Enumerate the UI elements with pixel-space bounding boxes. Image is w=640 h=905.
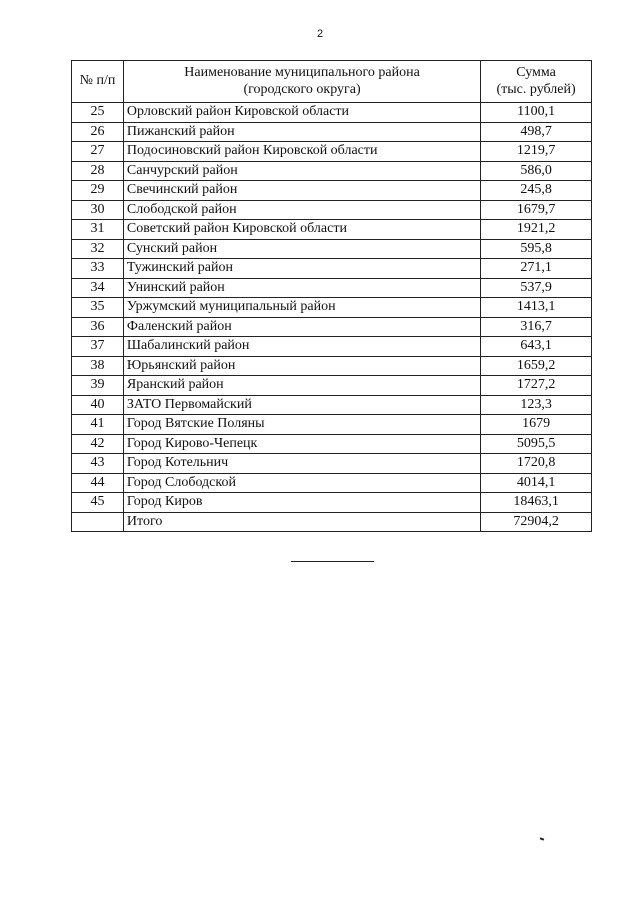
- row-name: Подосиновский район Кировской области: [123, 142, 480, 162]
- table-row: [72, 142, 592, 162]
- header-sum-line2: (тыс. рублей): [496, 81, 576, 97]
- table-row: [72, 473, 592, 493]
- table-row: [72, 200, 592, 220]
- row-name: Город Кирово-Чепецк: [123, 434, 480, 454]
- table-row: [72, 259, 592, 279]
- row-sum: 5095,5: [481, 434, 592, 454]
- row-sum: 586,0: [481, 161, 592, 181]
- row-num: 28: [72, 161, 124, 181]
- header-name: [123, 61, 480, 103]
- table-row: [72, 181, 592, 201]
- row-name: Город Вятские Поляны: [123, 415, 480, 435]
- row-num: 39: [72, 376, 124, 396]
- row-sum: 245,8: [481, 181, 592, 201]
- row-sum: 1679,7: [481, 200, 592, 220]
- row-name: Слободской район: [123, 200, 480, 220]
- row-name: Унинский район: [123, 278, 480, 298]
- row-num: 31: [72, 220, 124, 240]
- row-num: 44: [72, 473, 124, 493]
- table-row: [72, 337, 592, 357]
- row-name: Юрьянский район: [123, 356, 480, 376]
- table-row: [72, 395, 592, 415]
- row-num: 29: [72, 181, 124, 201]
- row-num: 34: [72, 278, 124, 298]
- row-sum: 1659,2: [481, 356, 592, 376]
- row-name: Город Котельнич: [123, 454, 480, 474]
- table-row: [72, 122, 592, 142]
- row-sum: 1720,8: [481, 454, 592, 474]
- header-sum-line1: Сумма: [516, 64, 556, 80]
- row-num: 40: [72, 395, 124, 415]
- row-name: Сунский район: [123, 239, 480, 259]
- row-num: 35: [72, 298, 124, 318]
- row-num: 43: [72, 454, 124, 474]
- row-name: Пижанский район: [123, 122, 480, 142]
- row-num: 45: [72, 493, 124, 513]
- row-name: Город Киров: [123, 493, 480, 513]
- table-row: [72, 317, 592, 337]
- table-row: [72, 454, 592, 474]
- table-body: [72, 103, 592, 513]
- allocation-table: [71, 60, 592, 532]
- table-row: [72, 298, 592, 318]
- table-row: [72, 103, 592, 123]
- row-name: Свечинский район: [123, 181, 480, 201]
- row-sum: 1679: [481, 415, 592, 435]
- row-num: 37: [72, 337, 124, 357]
- row-num: 26: [72, 122, 124, 142]
- table-row: [72, 356, 592, 376]
- total-num: [72, 512, 124, 532]
- table-header-row: [72, 61, 592, 103]
- table-row: [72, 434, 592, 454]
- header-sum: [481, 61, 592, 103]
- header-name-line2: (городского округа): [243, 81, 361, 97]
- row-sum: 316,7: [481, 317, 592, 337]
- row-name: Город Слободской: [123, 473, 480, 493]
- row-sum: 1100,1: [481, 103, 592, 123]
- table-row: [72, 493, 592, 513]
- row-sum: 498,7: [481, 122, 592, 142]
- row-num: 27: [72, 142, 124, 162]
- row-num: 36: [72, 317, 124, 337]
- table-row: [72, 278, 592, 298]
- row-name: Фаленский район: [123, 317, 480, 337]
- row-name: Санчурский район: [123, 161, 480, 181]
- row-sum: 1727,2: [481, 376, 592, 396]
- row-sum: 1413,1: [481, 298, 592, 318]
- page-number: 2: [316, 28, 324, 40]
- row-num: 25: [72, 103, 124, 123]
- row-num: 38: [72, 356, 124, 376]
- row-sum: 18463,1: [481, 493, 592, 513]
- row-num: 30: [72, 200, 124, 220]
- table-total-row: [72, 512, 592, 532]
- row-num: 32: [72, 239, 124, 259]
- row-sum: 537,9: [481, 278, 592, 298]
- row-sum: 4014,1: [481, 473, 592, 493]
- table-row: [72, 239, 592, 259]
- header-num: № п/п: [72, 61, 124, 103]
- end-of-document-line: [291, 561, 374, 562]
- row-num: 33: [72, 259, 124, 279]
- row-sum: 271,1: [481, 259, 592, 279]
- row-sum: 123,3: [481, 395, 592, 415]
- row-name: Уржумский муниципальный район: [123, 298, 480, 318]
- row-num: 42: [72, 434, 124, 454]
- row-name: Шабалинский район: [123, 337, 480, 357]
- row-name: ЗАТО Первомайский: [123, 395, 480, 415]
- row-name: Советский район Кировской области: [123, 220, 480, 240]
- table-row: [72, 415, 592, 435]
- row-sum: 643,1: [481, 337, 592, 357]
- table-row: [72, 376, 592, 396]
- table-row: [72, 220, 592, 240]
- table-row: [72, 161, 592, 181]
- row-name: Яранский район: [123, 376, 480, 396]
- row-sum: 1921,2: [481, 220, 592, 240]
- row-name: Тужинский район: [123, 259, 480, 279]
- total-label: Итого: [123, 512, 480, 532]
- row-sum: 595,8: [481, 239, 592, 259]
- row-num: 41: [72, 415, 124, 435]
- row-sum: 1219,7: [481, 142, 592, 162]
- header-name-line1: Наименование муниципального района: [184, 64, 420, 80]
- row-name: Орловский район Кировской области: [123, 103, 480, 123]
- total-sum: 72904,2: [481, 512, 592, 532]
- scan-speck: [540, 837, 544, 840]
